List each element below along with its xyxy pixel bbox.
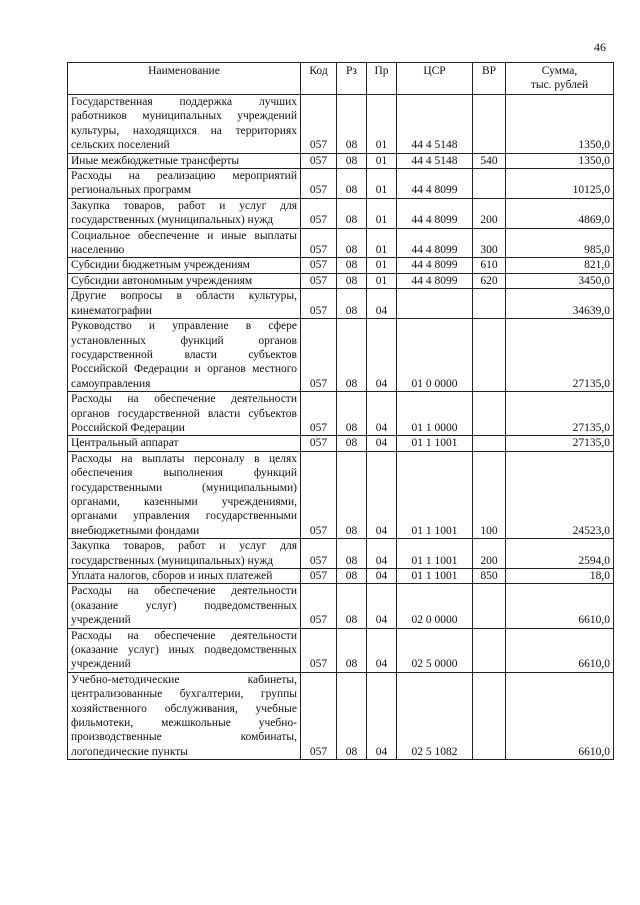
- table-row: [68, 392, 614, 436]
- cell-sum: 27135,0: [506, 392, 614, 436]
- cell-kod: 057: [301, 228, 337, 258]
- cell-name: Закупка товаров, работ и услуг для государственных (муниципальных) нужд: [68, 539, 301, 569]
- cell-vr: 200: [473, 539, 506, 569]
- cell-sum: 10125,0: [506, 169, 614, 199]
- cell-csr: 44 4 5148: [397, 95, 473, 154]
- cell-pr: 04: [367, 436, 397, 451]
- cell-sum: 34639,0: [506, 289, 614, 319]
- cell-pr: 04: [367, 569, 397, 584]
- cell-kod: 057: [301, 258, 337, 273]
- table-header-row: [68, 63, 614, 95]
- cell-kod: 057: [301, 273, 337, 288]
- cell-kod: 057: [301, 289, 337, 319]
- cell-vr: [473, 169, 506, 199]
- cell-pr: 01: [367, 228, 397, 258]
- cell-rz: 08: [337, 628, 367, 672]
- cell-vr: [473, 436, 506, 451]
- cell-rz: 08: [337, 392, 367, 436]
- cell-kod: 057: [301, 451, 337, 538]
- cell-rz: 08: [337, 228, 367, 258]
- cell-pr: 04: [367, 584, 397, 628]
- cell-rz: 08: [337, 672, 367, 759]
- cell-rz: 08: [337, 95, 367, 154]
- cell-sum: 24523,0: [506, 451, 614, 538]
- cell-vr: [473, 319, 506, 392]
- header-sum-line2: тыс. рублей: [530, 79, 589, 91]
- cell-vr: [473, 584, 506, 628]
- cell-name: Уплата налогов, сборов и иных платежей: [68, 569, 301, 584]
- cell-sum: 6610,0: [506, 628, 614, 672]
- cell-rz: 08: [337, 289, 367, 319]
- cell-name: Расходы на реализацию мероприятий региональных программ: [68, 169, 301, 199]
- header-sum: [506, 63, 614, 95]
- cell-sum: 27135,0: [506, 319, 614, 392]
- cell-kod: 057: [301, 169, 337, 199]
- cell-pr: 01: [367, 273, 397, 288]
- cell-vr: [473, 95, 506, 154]
- cell-rz: 08: [337, 539, 367, 569]
- table-row: [68, 628, 614, 672]
- header-sum-line1: Сумма,: [541, 65, 578, 77]
- cell-rz: 08: [337, 273, 367, 288]
- cell-vr: [473, 628, 506, 672]
- table-row: [68, 228, 614, 258]
- cell-kod: 057: [301, 95, 337, 154]
- header-pr: Пр: [367, 63, 397, 95]
- cell-pr: 04: [367, 289, 397, 319]
- cell-vr: [473, 672, 506, 759]
- cell-csr: 44 4 8099: [397, 169, 473, 199]
- cell-pr: 01: [367, 153, 397, 168]
- cell-rz: 08: [337, 319, 367, 392]
- cell-kod: 057: [301, 672, 337, 759]
- cell-rz: 08: [337, 569, 367, 584]
- cell-kod: 057: [301, 584, 337, 628]
- cell-kod: 057: [301, 198, 337, 228]
- cell-sum: 3450,0: [506, 273, 614, 288]
- cell-rz: 08: [337, 451, 367, 538]
- cell-csr: 02 5 1082: [397, 672, 473, 759]
- table-row: [68, 436, 614, 451]
- cell-csr: 44 4 5148: [397, 153, 473, 168]
- header-name: Наименование: [68, 63, 301, 95]
- cell-vr: 850: [473, 569, 506, 584]
- table-row: [68, 169, 614, 199]
- cell-name: Другие вопросы в области культуры, кинематографии: [68, 289, 301, 319]
- cell-sum: 2594,0: [506, 539, 614, 569]
- cell-rz: 08: [337, 436, 367, 451]
- table-row: [68, 451, 614, 538]
- cell-csr: 44 4 8099: [397, 198, 473, 228]
- cell-name: Учебно-методические кабинеты, централизованные бухгалтерии, группы хозяйственного обслуживания, учебные фильмотеки, межшкольные учебно-производственные комбинаты, логопедические пункты: [68, 672, 301, 759]
- cell-csr: 01 1 1001: [397, 451, 473, 538]
- cell-name: Закупка товаров, работ и услуг для государственных (муниципальных) нужд: [68, 198, 301, 228]
- table-row: [68, 273, 614, 288]
- cell-vr: [473, 289, 506, 319]
- cell-pr: 04: [367, 392, 397, 436]
- cell-kod: 057: [301, 569, 337, 584]
- cell-vr: 300: [473, 228, 506, 258]
- cell-kod: 057: [301, 153, 337, 168]
- cell-name: Субсидии бюджетным учреждениям: [68, 258, 301, 273]
- cell-sum: 985,0: [506, 228, 614, 258]
- cell-pr: 04: [367, 628, 397, 672]
- cell-sum: 6610,0: [506, 672, 614, 759]
- table-row: [68, 539, 614, 569]
- cell-csr: 02 5 0000: [397, 628, 473, 672]
- cell-csr: 01 1 1001: [397, 436, 473, 451]
- cell-name: Расходы на обеспечение деятельности (оказание услуг) подведомственных учреждений: [68, 584, 301, 628]
- cell-name: Расходы на обеспечение деятельности органов государственной власти субъектов Российской Федерации: [68, 392, 301, 436]
- header-csr: ЦСР: [397, 63, 473, 95]
- cell-kod: 057: [301, 436, 337, 451]
- cell-csr: [397, 289, 473, 319]
- cell-pr: 01: [367, 258, 397, 273]
- cell-rz: 08: [337, 258, 367, 273]
- cell-sum: 1350,0: [506, 153, 614, 168]
- cell-sum: 18,0: [506, 569, 614, 584]
- cell-pr: 04: [367, 451, 397, 538]
- cell-pr: 04: [367, 672, 397, 759]
- cell-kod: 057: [301, 539, 337, 569]
- cell-name: Расходы на выплаты персоналу в целях обеспечения выполнения функций государственными (муниципальными) органами, казенными учреждениями, органами управления государственными внебюджетными фондами: [68, 451, 301, 538]
- cell-sum: 4869,0: [506, 198, 614, 228]
- table-row: [68, 95, 614, 154]
- cell-rz: 08: [337, 198, 367, 228]
- cell-vr: 200: [473, 198, 506, 228]
- cell-sum: 6610,0: [506, 584, 614, 628]
- table-row: [68, 569, 614, 584]
- table-row: [68, 198, 614, 228]
- table-row: [68, 584, 614, 628]
- cell-sum: 1350,0: [506, 95, 614, 154]
- cell-rz: 08: [337, 169, 367, 199]
- cell-sum: 27135,0: [506, 436, 614, 451]
- cell-kod: 057: [301, 392, 337, 436]
- cell-name: Руководство и управление в сфере установленных функций органов государственной власти субъектов Российской Федерации и органов местного самоуправления: [68, 319, 301, 392]
- cell-pr: 04: [367, 539, 397, 569]
- cell-vr: 620: [473, 273, 506, 288]
- table-row: [68, 672, 614, 759]
- table-row: [68, 153, 614, 168]
- table-row: [68, 289, 614, 319]
- cell-csr: 44 4 8099: [397, 258, 473, 273]
- header-rz: Рз: [337, 63, 367, 95]
- cell-csr: 01 1 1001: [397, 539, 473, 569]
- cell-pr: 01: [367, 169, 397, 199]
- cell-vr: [473, 392, 506, 436]
- cell-sum: 821,0: [506, 258, 614, 273]
- cell-csr: 02 0 0000: [397, 584, 473, 628]
- cell-vr: 100: [473, 451, 506, 538]
- table-row: [68, 319, 614, 392]
- cell-name: Государственная поддержка лучших работников муниципальных учреждений культуры, находящихся на территориях сельских поселений: [68, 95, 301, 154]
- cell-csr: 01 1 1001: [397, 569, 473, 584]
- cell-name: Центральный аппарат: [68, 436, 301, 451]
- cell-csr: 44 4 8099: [397, 273, 473, 288]
- cell-name: Социальное обеспечение и иные выплаты населению: [68, 228, 301, 258]
- cell-csr: 01 1 0000: [397, 392, 473, 436]
- cell-name: Субсидии автономным учреждениям: [68, 273, 301, 288]
- cell-rz: 08: [337, 584, 367, 628]
- cell-pr: 01: [367, 198, 397, 228]
- table-row: [68, 258, 614, 273]
- cell-vr: 540: [473, 153, 506, 168]
- cell-kod: 057: [301, 319, 337, 392]
- cell-rz: 08: [337, 153, 367, 168]
- header-vr: ВР: [473, 63, 506, 95]
- cell-name: Иные межбюджетные трансферты: [68, 153, 301, 168]
- budget-table: [67, 62, 614, 760]
- cell-csr: 44 4 8099: [397, 228, 473, 258]
- cell-vr: 610: [473, 258, 506, 273]
- cell-pr: 01: [367, 95, 397, 154]
- page-number: 46: [594, 40, 606, 54]
- cell-name: Расходы на обеспечение деятельности (оказание услуг) иных подведомственных учреждений: [68, 628, 301, 672]
- header-kod: Код: [301, 63, 337, 95]
- cell-pr: 04: [367, 319, 397, 392]
- cell-kod: 057: [301, 628, 337, 672]
- cell-csr: 01 0 0000: [397, 319, 473, 392]
